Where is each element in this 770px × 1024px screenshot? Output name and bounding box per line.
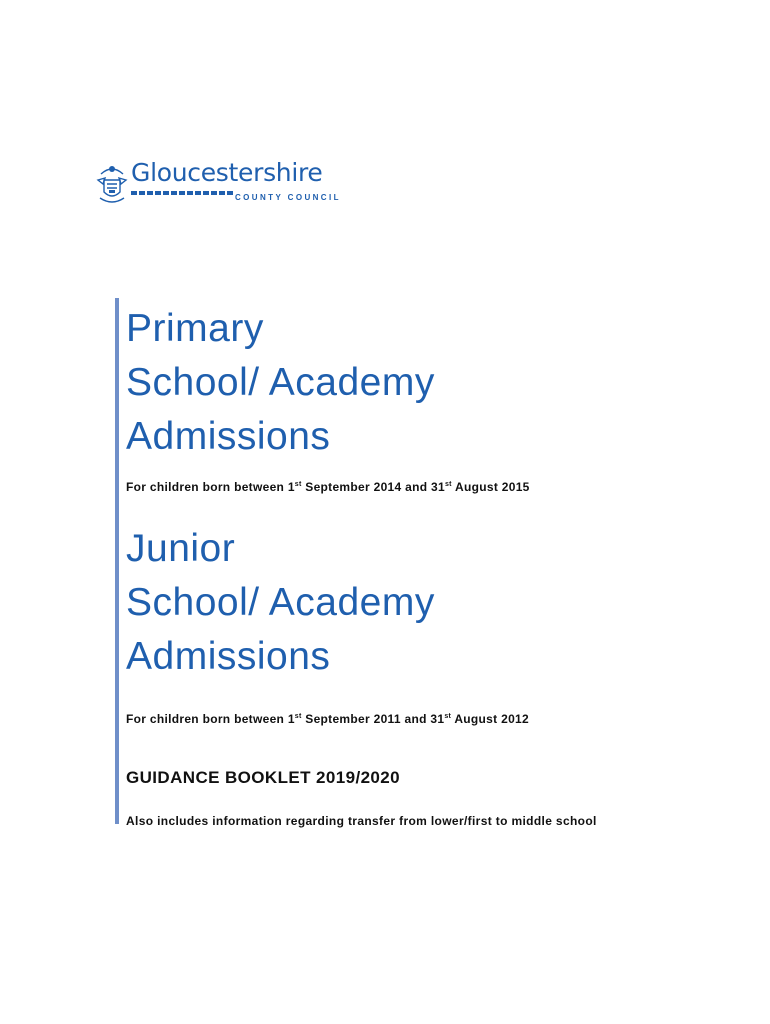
logo-divider <box>131 191 235 195</box>
guidance-title: GUIDANCE BOOKLET 2019/2020 <box>126 768 400 787</box>
primary-birth-range <box>126 480 746 494</box>
primary-birth-sup2: st <box>444 481 452 488</box>
primary-heading <box>126 302 746 464</box>
junior-birth-mid: September 2011 and 31 <box>301 712 445 726</box>
logo-name: Gloucestershire <box>131 158 323 187</box>
left-rule <box>115 298 119 824</box>
primary-birth-prefix: For children born between 1 <box>126 480 295 494</box>
primary-heading-line1: Primary <box>126 307 264 350</box>
junior-heading-line3: Admissions <box>126 635 331 678</box>
county-crest-icon <box>95 160 129 206</box>
primary-birth-suffix: August 2015 <box>451 480 530 494</box>
junior-birth-sup2: st <box>444 713 452 720</box>
primary-heading-line2: School/ Academy <box>126 361 435 404</box>
transfer-note: Also includes information regarding transfer from lower/first to middle school <box>126 814 597 828</box>
primary-heading-line3: Admissions <box>126 415 331 458</box>
junior-birth-suffix: August 2012 <box>451 712 529 726</box>
junior-heading-line2: School/ Academy <box>126 581 435 624</box>
cover-content <box>126 302 746 828</box>
junior-heading-line1: Junior <box>126 527 236 570</box>
primary-birth-sup1: st <box>294 481 302 488</box>
primary-birth-mid: September 2014 and 31 <box>301 480 445 494</box>
logo-subtitle: COUNTY COUNCIL <box>235 193 341 202</box>
council-logo <box>95 160 355 210</box>
junior-birth-range <box>126 712 746 726</box>
junior-heading <box>126 522 746 684</box>
junior-birth-sup1: st <box>294 713 302 720</box>
junior-birth-prefix: For children born between 1 <box>126 712 295 726</box>
